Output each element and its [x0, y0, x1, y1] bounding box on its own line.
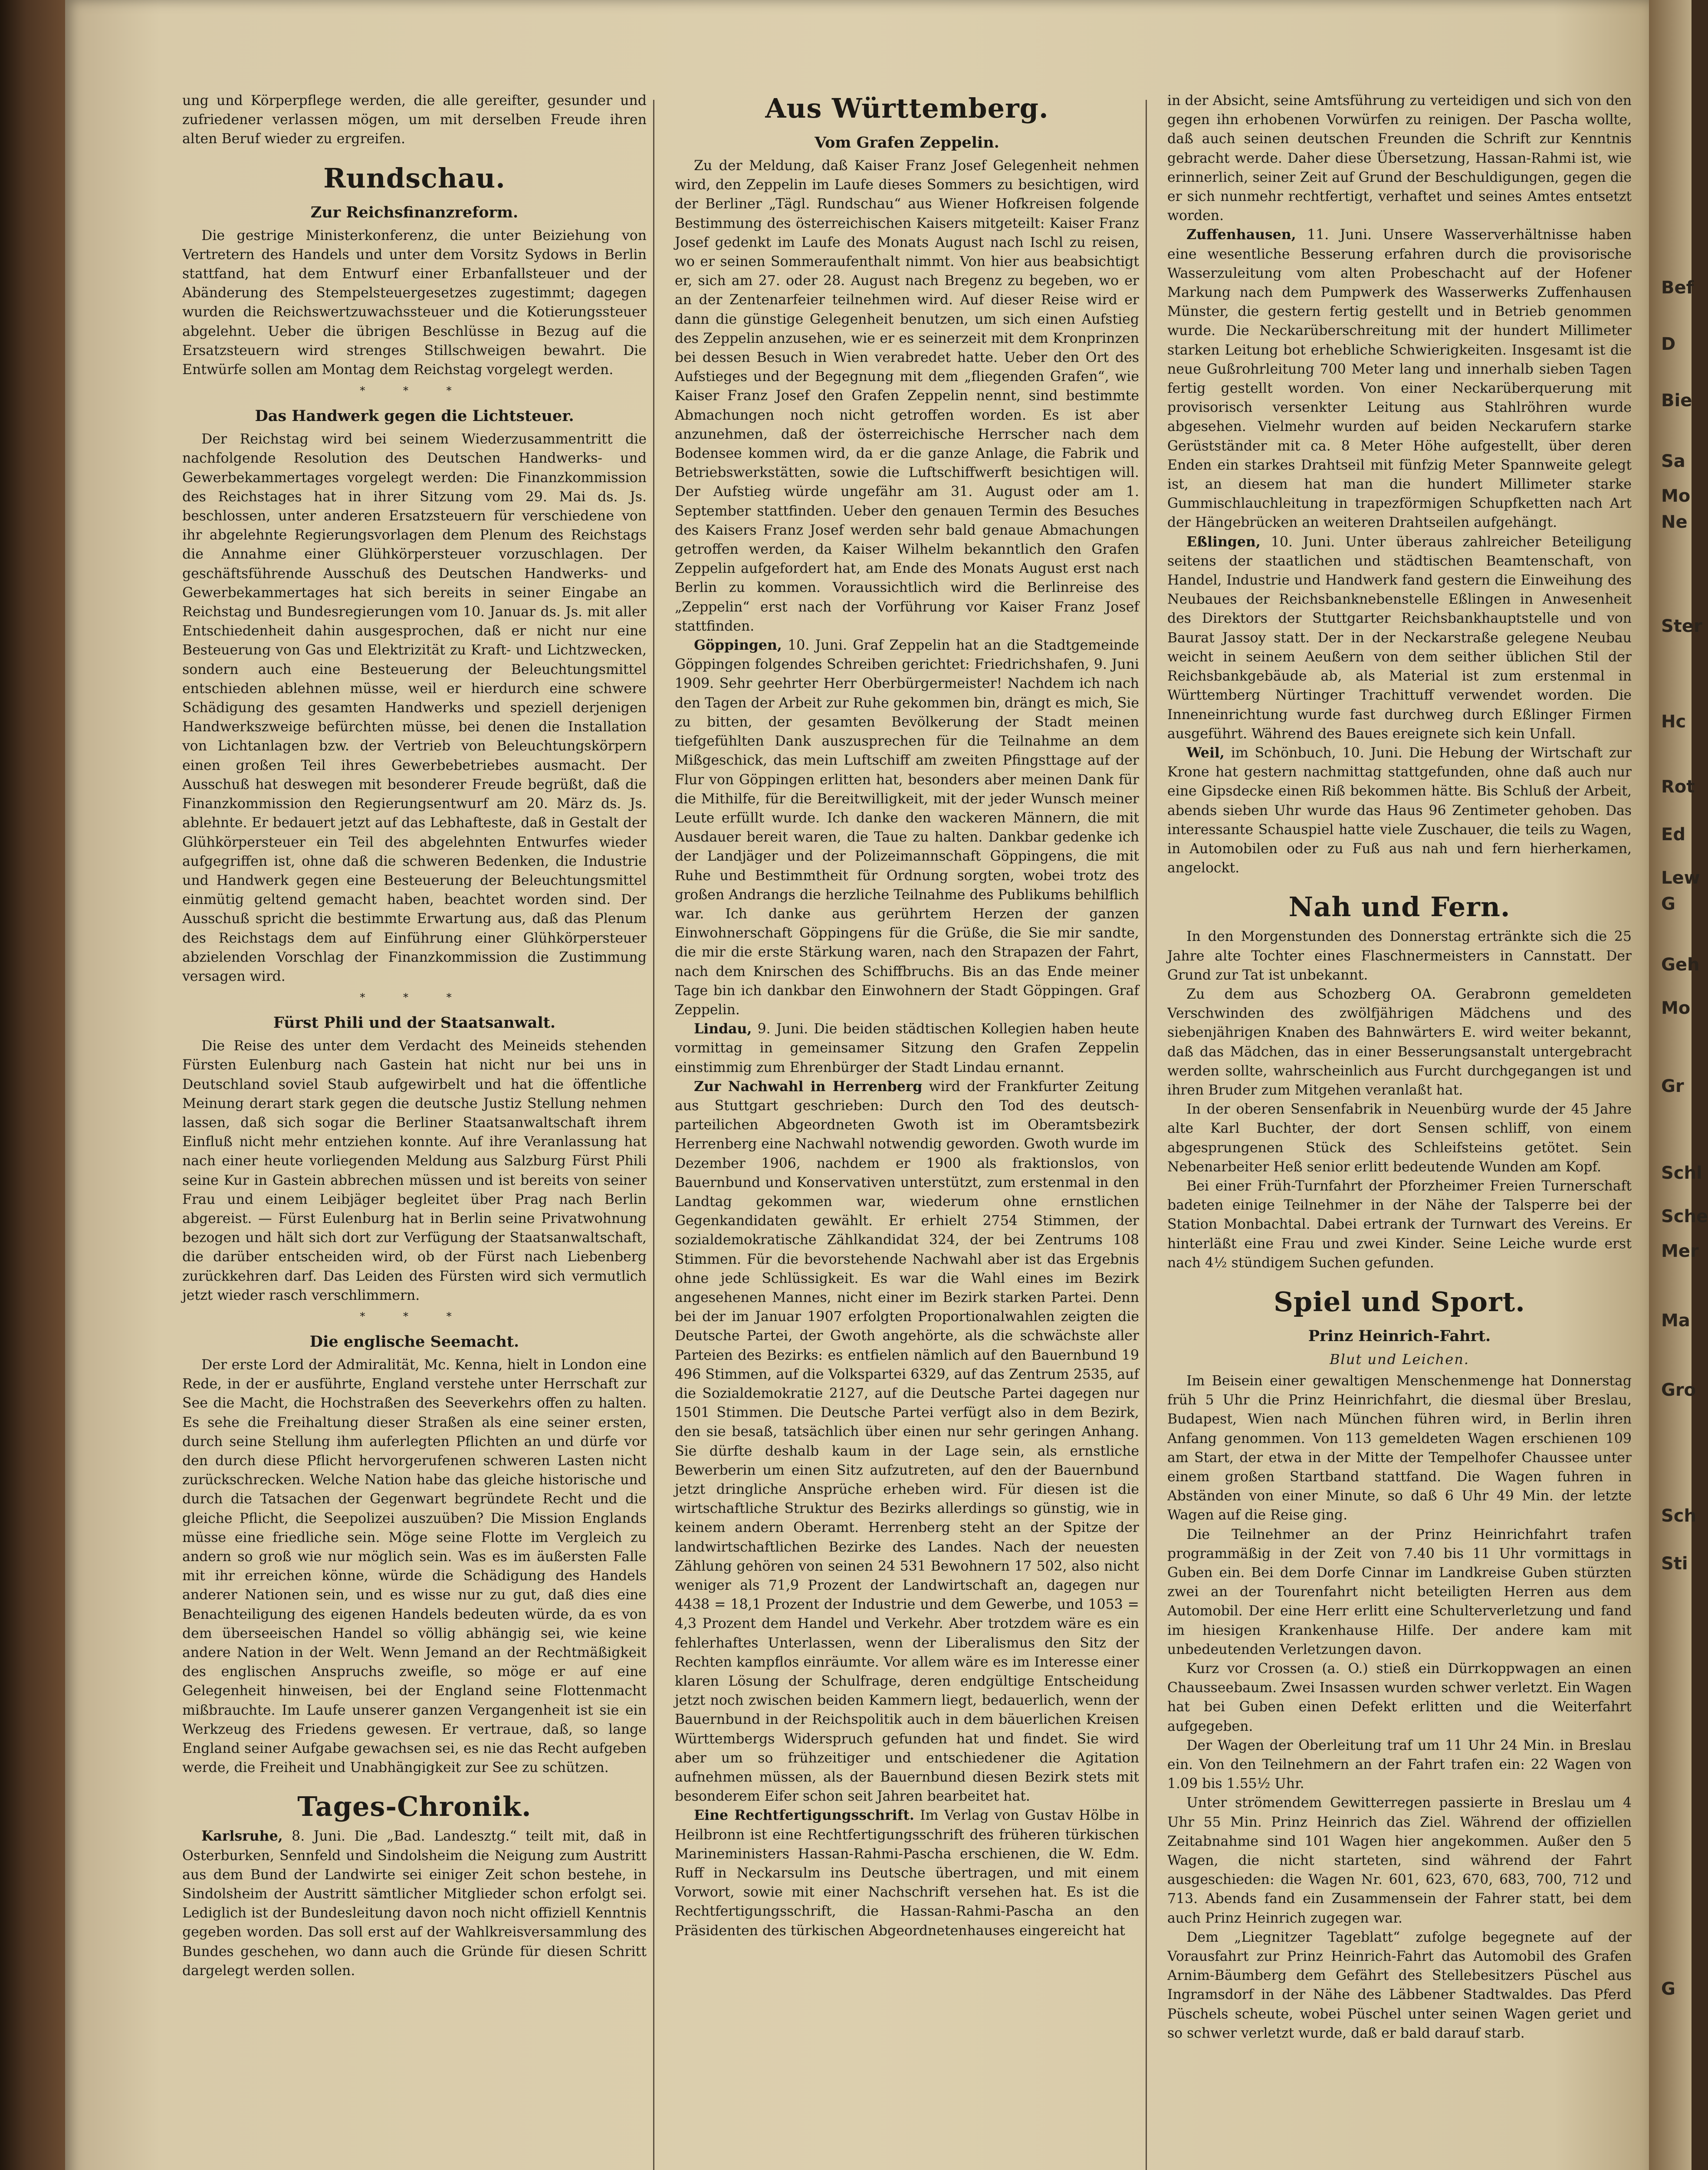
article-body-zeppelin: Zu der Meldung, daß Kaiser Franz Josef Gelegenheit nehmen wird, den Zeppelin im Laufe dieses Sommers zu besichtigen, wird der Berliner „Tägl. Rundschau“ aus Wiener Hofkreisen folgende Bestimmung des österreichischen Kaisers mitgeteilt: Kaiser Franz Josef gedenkt im Laufe des Monats August nach Ischl zu reisen, wo er seinen Sommeraufenthalt nimmt. Von hier aus beabsichtigt er, sich am 27. oder 28. August nach Bregenz zu begeben, wo er an der Zentenarfeier teilnehmen wird. Auf dieser Reise wird er dann die günstige Gelegenheit benutzen, um sich einen Aufstieg des Zeppelin anzusehen, wie er es seinerzeit mit dem Kronprinzen bei dessen Besuch in Wien verabredet hatte. Ueber den Ort des Aufstieges und der Begegnung mit dem „fliegenden Grafen“, wie Kaiser Franz Josef den Grafen Zeppelin nennt, sind bestimmte Abmachungen noch nicht getroffen worden. Es ist aber anzunehmen, daß der österreichische Herrscher nach dem Bodensee kommen wird, da er die ganze Anlage, die Fabrik und Betriebswerkstätten, sowie die Luftschiffwerft besichtigen will. Der Aufstieg würde ungefähr am 31. August oder am 1. September stattfinden. Ueber den genauen Termin des Besuches des Kaisers Franz Josef werden sehr bald genaue Abmachungen getroffen werden, da Kaiser Wilhelm bekanntlich den Grafen Zeppelin aufgefordert hat, am Ende des Monats August erst nach Berlin zu kommen. Voraussichtlich wird die Berlinreise des „Zeppelin“ erst nach der Vorführung vor Kaiser Franz Josef stattfinden.	[675, 158, 1139, 634]
article-title-zeppelin: Vom Grafen Zeppelin.	[815, 134, 999, 151]
article-text: 10. Juni. Graf Zeppelin hat an die Stadtgemeinde Göppingen folgendes Schreiben gerichtet: Friedrichshafen, 9. Juni 1909. Sehr geehrter Herr Oberbürgermeister! Nachdem ich nach den Tagen der Arbeit zur Ruhe gekommen bin, drängt es mich, Sie zu bitten, der gesamten Bevölkerung der Stadt meinen tiefgefühlten Dank auszusprechen für die Teilnahme an dem Mißgeschick, das mein Luftschiff am zweiten Pfingsttage auf der Flur von Göppingen erlitten hat, besonders aber meinen Dank für die Mithilfe, für die Bereitwilligkeit, mit der jeder Wunsch meiner Leute erfüllt wurde. Ich danke den wackeren Männern, die mit Ausdauer bereit waren, die Taue zu halten. Dankbar gedenke ich der Landjäger und der Polizeimannschaft Göppingens, die mit Ruhe und Bestimmtheit für Ordnung sorgten, wobei trotz des großen Andrangs die herzliche Teilnahme des Publikums behilflich war. Ich danke aus gerührtem Herzen der ganzen Einwohnerschaft Göppingens für die Grüße, die Sie mir sandte, die mir die erste Stärkung waren, nach den Strapazen der Fahrt, nach dem Knirschen des Schiffbruchs. Bis an das Ende meiner Tage bin ich dankbar den Einwohnern der Stadt Göppingen. Graf Zeppelin.	[675, 638, 1139, 1018]
article-text: wird der Frankfurter Zeitung aus Stuttgart geschrieben: Durch den Tod des deutsch-parteilichen Abgeordneten Gwoth ist im Oberamtsbezirk Herrenberg eine Nachwahl notwendig geworden. Gwoth wurde im Dezember 1906, nachdem er 1900 als fraktionslos, von Bauernbund und Konservativen unterstützt, zum erstenmal in den Landtag gekommen war, wiederum ohne ernstlichen Gegenkandidaten gewählt. Er erhielt 2754 Stimmen, der sozialdemokratische Zählkandidat 324, der bei Zentrums 108 Stimmen. Für die bevorstehende Nachwahl aber ist das Ergebnis ohne jede Schlüssigkeit. Es war die Wahl eines im Bezirk angesehenen Mannes, nicht einer im Bezirk starken Partei. Denn bei der im Januar 1907 erfolgten Proportionalwahlen zeigten die Deutsche Partei, der Gwoth angehörte, als die schwächste aller Parteien des Bezirks: es entfielen nämlich auf den Bauernbund 19 496 Stimmen, auf die Volkspartei 6329, auf das Zentrum 2535, auf die Sozialdemokratie 2127, auf die Deutsche Partei dagegen nur 1501 Stimmen. Die Deutsche Partei verfügt also in dem Bezirk, den sie besaß, tatsächlich über einen nur sehr geringen Anhang. Sie dürfte deshalb kaum in der Lage sein, als ernstliche Bewerberin um einen Sitz aufzutreten, auf den der Bauernbund jetzt dringliche Ansprüche erheben wird. Für diesen ist die wirtschaftliche Struktur des Bezirks allerdings so günstig, wie in keinem andern Oberamt. Herrenberg steht an der Spitze der landwirtschaftlichen Bezirke des Landes. Nach der neuesten Zählung gehören von seinen 24 531 Bewohnern 17 502, also nicht weniger als 71,9 Prozent der Landwirtschaft an, dagegen nur 4438 = 18,1 Prozent der Industrie und dem Gewerbe, und 1053 = 4,3 Prozent dem Handel und Verkehr. Aber trotzdem wäre es ein fehlerhaftes Unterlassen, wenn der Liberalismus den Sitz der Rechten kampflos einräumte. Vor allem wäre es im Interesse einer klaren Lösung der Schulfrage, deren endgültige Entscheidung jetzt noch zwischen beiden Kammern liegt, bedauerlich, wenn der Bauernbund in der Reichspolitik auch in dem bäuerlichen Kreisen Württembergs Widerspruch gefunden hat und findet. Sie wird aber um so frühzeitiger und entschiedener die Agitation aufnehmen müssen, als der Bauernbund diesen Bezirk stets mit besonderem Eifer schon seit Jahren bearbeitet hat.	[675, 1078, 1139, 1805]
edge-fragment: Sa	[1661, 451, 1685, 471]
edge-fragment: Sti	[1661, 1554, 1688, 1574]
column-left	[182, 91, 647, 2170]
edge-fragment: Ne	[1661, 512, 1688, 532]
column-middle	[675, 91, 1139, 2170]
article-esslingen	[1167, 533, 1632, 743]
edge-fragment: G	[1661, 894, 1675, 914]
article-subtitle-blut-und-leichen: Blut und Leichen.	[1330, 1351, 1469, 1368]
article-title-fuerst-phili: Fürst Phili und der Staatsanwalt.	[273, 1014, 556, 1032]
edge-fragment: Hc	[1661, 712, 1686, 732]
dateline: Zur Nachwahl in Herrenberg	[694, 1078, 923, 1095]
article-body-fuerst-phili: Die Reise des unter dem Verdacht des Meineids stehenden Fürsten Eulenburg nach Gastein hat nicht nur bei uns in Deutschland soviel Staub aufgewirbelt und hat die öffentliche Meinung derart stark gegen die deutsche Justiz Stellung nehmen lassen, daß sich sogar die Berliner Staatsanwaltschaft ihrem Einfluß nicht mehr entziehen konnte. Auf ihre Veranlassung hat nach einer heute vorliegenden Meldung aus Salzburg Fürst Phili seine Kur in Gastein abbrechen müssen und ist bereits von seiner Frau und einem Leibjäger begleitet über Prag nach Berlin abgereist. — Fürst Eulenburg hat in Berlin seine Privatwohnung bezogen und hält sich dort zur Verfügung der Staatsanwaltschaft, die darüber entscheiden wird, ob der Fürst nach Liebenberg zurückkehren darf. Das Leiden des Fürsten wird sich vermutlich jetzt wieder rasch verschlimmern.	[182, 1038, 647, 1303]
dateline: Eine Rechtfertigungsschrift.	[694, 1807, 914, 1824]
dateline: Eßlingen,	[1186, 533, 1261, 550]
column-right	[1167, 91, 1632, 2170]
edge-fragment: G	[1661, 1979, 1675, 1999]
dateline: Karlsruhe,	[201, 1828, 283, 1844]
dateline: Lindau,	[694, 1021, 752, 1037]
edge-fragment: Sche	[1661, 1207, 1708, 1226]
separator-stars: * * *	[360, 991, 469, 1004]
edge-fragment: Sch	[1661, 1506, 1696, 1526]
article-lindau	[675, 1019, 1139, 1077]
article-body-reichsfinanzreform: Die gestrige Ministerkonferenz, die unter Beiziehung von Vertretern des Handels und unter dem Vorsitz Sydows in Berlin stattfand, hat dem Entwurf einer Erbanfallsteuer und der Abänderung des Stempelsteuergesetzes zugestimmt; dagegen wurden die Reichswertzuwachssteuer und die Kotierungssteuer abgelehnt. Ueber die übrigen Beschlüsse in Bezug auf die Ersatzsteuern wird strenges Stillschweigen bewahrt. Die Entwürfe sollen am Montag dem Reichstag vorgelegt werden.	[182, 227, 647, 378]
edge-fragment: Lew	[1661, 868, 1700, 888]
news-item: Zu dem aus Schozberg OA. Gerabronn gemeldeten Verschwinden des zwölfjährigen Mädchens und des siebenjährigen Knaben des Bahnwärters E. wird weiter bekannt, daß das Mädchen, das in einer Besserungsanstalt untergebracht werden sollte, wahrscheinlich aus Furcht durchgegangen ist und ihren Bruder zum Mitgehen veranlaßt hat.	[1167, 986, 1632, 1098]
separator-stars: * * *	[360, 385, 469, 397]
article-weil	[1167, 743, 1632, 878]
section-heading-wuerttemberg: Aus Württemberg.	[765, 92, 1049, 124]
sport-paragraph: Kurz vor Crossen (a. O.) stieß ein Dürrkoppwagen an einen Chausseebaum. Zwei Insassen wurden schwer verletzt. Ein Wagen hat bei Guben einen Defekt erlitten und die Weiterfahrt aufgegeben.	[1167, 1661, 1632, 1734]
intro-paragraph: ung und Körperpflege werden, die alle gereifter, gesunder und zufriedener verlassen mögen, um mit derselben Freude ihren alten Beruf wieder zu ergreifen.	[182, 93, 647, 147]
article-title-prinz-heinrich-fahrt: Prinz Heinrich-Fahrt.	[1308, 1327, 1491, 1345]
article-text: im Schönbuch, 10. Juni. Die Hebung der Wirtschaft zur Krone hat gestern nachmittag stattgefunden, ohne daß auch nur eine Gipsdecke einen Riß bekommen hätte. Bis Schluß der Arbeit, abends sieben Uhr wurde das Haus 96 Zentimeter gehoben. Das interessante Schauspiel hatte viele Zuschauer, die teils zu Wagen, in Automobilen oder zu Fuß aus nah und fern hierherkamen, angelockt.	[1167, 745, 1632, 876]
edge-fragment: Gro	[1661, 1380, 1696, 1400]
article-text: 9. Juni. Die beiden städtischen Kollegien haben heute vormittag in gemeinsamer Sitzung den Grafen Zeppelin einstimmig zum Ehrenbürger der Stadt Lindau ernannt.	[675, 1021, 1139, 1075]
dateline: Weil,	[1186, 744, 1225, 761]
article-text: 10. Juni. Unter überaus zahlreicher Beteiligung seitens der staatlichen und städtischen Beamtenschaft, von Handel, Industrie und Handwerk fand gestern die Einweihung des Neubaues der Reichsbanknebenstelle Eßlingen in Anwesenheit des Direktors der Stuttgarter Reichsbankhauptstelle und von Baurat Jassoy statt. Der in der Neckarstraße gelegene Neubau weicht in seinem Aeußern von dem seither üblichen Stil der Reichsbankgebäude ab, als Material ist zum erstenmal in Württemberg Nürtinger Trachittuff verwendet worden. Die Inneneinrichtung wurde fast durchweg durch Eßlinger Firmen ausgeführt. Während des Baues ereignete sich kein Unfall.	[1167, 534, 1632, 742]
article-nachwahl	[675, 1077, 1139, 1806]
column-rule-2	[1146, 100, 1147, 2170]
edge-fragment: Gr	[1661, 1076, 1684, 1096]
article-title-seemacht: Die englische Seemacht.	[309, 1332, 519, 1351]
edge-fragment: Bie	[1661, 391, 1692, 411]
edge-fragment: Mo	[1661, 486, 1691, 506]
article-body-seemacht: Der erste Lord der Admiralität, Mc. Kenna, hielt in London eine Rede, in der er ausführte, England verstehe unter Herrschaft zur See die Macht, die Hochstraßen des Seeverkehrs offen zu halten. Es sehe die Freihaltung dieser Straßen als eine seiner ersten, durch seine Stellung ihm auferlegten Pflichten an und dürfe vor den durch diese Pflicht hervorgerufenen schweren Lasten nicht zurückschrecken. Welche Nation habe das gleiche historische und durch die Tatsachen der Gegenwart begründete Recht und die gleiche Pflicht, die Seepolizei auszuüben? Die Mission Englands müsse eine friedliche sein. Möge seine Flotte im Vergleich zu andern so groß wie nur möglich sein. Was es im äußersten Falle mit ihr erreichen könne, würde die Schädigung des Handels anderer Nationen sein, und es wisse nur zu gut, daß dies eine Benachteiligung des eigenen Handels bedeuten würde, da es von dem überseeischen Handel so völlig abhängig sei, wie keine andere Nation in der Welt. Wenn Jemand an der Rechtmäßigkeit des englischen Anspruchs zweifle, so möge er auf eine Gelegenheit hinweisen, bei der England seine Flottenmacht mißbrauchte. Im Laufe unserer ganzen Vergangenheit ist sie ein Werkzeug des Friedens gewesen. Er vertraue, daß, so lange England seiner Aufgabe gewachsen sei, es nie das Recht aufgeben werde, die Freiheit und Unabhängigkeit zur See zu schützen.	[182, 1357, 647, 1776]
article-karlsruhe	[182, 1827, 647, 1980]
article-rechtfertigungsschrift	[675, 1806, 1139, 1940]
article-continuation: in der Absicht, seine Amtsführung zu verteidigen und sich von den gegen ihn erhobenen Vorwürfen zu reinigen. Der Pascha wollte, daß auch seinen deutschen Freunden die Schrift zur Kenntnis gebracht werde. Daher diese Übersetzung, Hassan-Rahmi ist, wie erinnerlich, seiner Zeit auf Grund der Beschuldigungen, gegen die er sich nunmehr rechtfertigt, verhaftet und seines Amtes entsetzt worden.	[1167, 93, 1632, 224]
sport-paragraph: Unter strömendem Gewitterregen passierte in Breslau um 4 Uhr 55 Min. Prinz Heinrich das Ziel. Während der offiziellen Zeitabnahme sind 101 Wagen hier angekommen. Außer den 5 Wagen, die nicht starteten, sind während der Fahrt ausgeschieden: die Wagen Nr. 601, 623, 670, 683, 700, 712 und 713. Abends fand ein Zusammensein der Fahrer statt, bei dem auch Prinz Heinrich zugegen war.	[1167, 1795, 1632, 1926]
sport-paragraph: Der Wagen der Oberleitung traf um 11 Uhr 24 Min. in Breslau ein. Von den Teilnehmern an der Fahrt trafen ein: 22 Wagen von 1.09 bis 1.55½ Uhr.	[1167, 1737, 1632, 1792]
article-title-reichsfinanzreform: Zur Reichsfinanzreform.	[310, 203, 519, 221]
article-goeppingen	[675, 636, 1139, 1019]
edge-fragment: D	[1661, 334, 1676, 354]
edge-fragment: Mer	[1661, 1241, 1699, 1261]
sport-paragraph: Dem „Liegnitzer Tageblatt“ zufolge begegnete auf der Vorausfahrt zur Prinz Heinrich-Fahrt das Automobil des Grafen Arnim-Bäumberg dem Gefährt des Stellebesitzers Püschel aus Ingramsdorf in der Nähe des Läbbener Stadtwaldes. Das Pferd Püschels scheute, wobei Püschel unter seinen Wagen geriet und so schwer verletzt wurde, daß er bald darauf starb.	[1167, 1929, 1632, 2041]
article-text: 8. Juni. Die „Bad. Landesztg.“ teilt mit, daß in Osterburken, Sennfeld und Sindolsheim die Neigung zum Austritt aus dem Bund der Landwirte sei einiger Zeit schon bestehe, in Sindolsheim der Austritt sämtlicher Mitglieder schon erfolgt sei. Lediglich ist der Bundesleitung davon noch nicht offiziell Kenntnis gegeben worden. Das soll erst auf der Wahlkreisversammlung des Bundes geschehen, wo dann auch die Gründe für diesen Schritt dargelegt werden sollen.	[182, 1828, 647, 1979]
dateline: Göppingen,	[694, 637, 782, 654]
edge-fragment: Ster	[1661, 616, 1702, 636]
edge-fragment: Ma	[1661, 1311, 1690, 1331]
edge-fragment: Mo	[1661, 998, 1691, 1018]
edge-fragment: Bef	[1661, 278, 1694, 298]
edge-fragment: Ed	[1661, 825, 1685, 845]
news-item: Bei einer Früh-Turnfahrt der Pforzheimer Freien Turnerschaft badeten einige Teilnehmer in der Nähe der Talsperre bei der Station Monbachtal. Dabei ertrank der Turnwart des Vereins. Er hinterläßt eine Frau und zwei Kinder. Seine Leiche wurde erst nach 4½ stündigem Suchen gefunden.	[1167, 1178, 1632, 1271]
article-text: Im Verlag von Gustav Hölbe in Heilbronn ist eine Rechtfertigungsschrift des früheren türkischen Marineministers Hassan-Rahmi-Pascha erschienen, die W. Edm. Ruff in Neckarsulm ins Deutsche übertragen, und mit einem Vorwort, sowie mit einer Nachschrift versehen hat. Es ist die Rechtfertigungsschrift, die Hassan-Rahmi-Pascha an den Präsidenten des türkischen Abgeordnetenhauses eingereicht hat	[675, 1808, 1139, 1939]
edge-fragment: Schl	[1661, 1163, 1702, 1183]
section-heading-rundschau: Rundschau.	[323, 162, 506, 194]
separator-stars: * * *	[360, 1310, 469, 1322]
adjacent-page-edge	[1649, 0, 1708, 2170]
article-body-handwerk: Der Reichstag wird bei seinem Wiederzusammentritt die nachfolgende Resolution des Deutschen Handwerks- und Gewerbekammertages vorgelegt werden: Die Finanzkommission des Reichstages hat in ihrer Sitzung vom 29. Mai ds. Js. beschlossen, unter anderen Ersatzsteuern für verschiedene von ihr abgelehnte Regierungsvorlagen dem Plenum des Reichstags die Annahme einer Glühkörpersteuer vorzuschlagen. Der geschäftsführende Ausschuß des Deutschen Handwerks- und Gewerbekammertages hat sich bereits in seiner Eingabe an Reichstag und Bundesregierungen vom 10. Januar ds. Js. mit aller Entschiedenheit dahin ausgesprochen, daß er nicht nur eine Besteuerung von Gas und Elektrizität zu Kraft- und Lichtzwecken, sondern auch eine Besteuerung der Beleuchtungsmittel entschieden ablehnen müsse, weil er hierdurch eine schwere Schädigung des gesamten Handwerks und speziell derjenigen Handwerkszweige befürchten müsse, bei denen die Installation von Lichtanlagen bzw. der Vertrieb von Beleuchtungskörpern einen großen Teil ihres Gewerbebetriebes ausmacht. Der Ausschuß hat deswegen mit besonderer Freude begrüßt, daß die Finanzkommission den Regierungsentwurf am 20. März ds. Js. ablehnte. Er bedauert jetzt auf das Lebhafteste, daß in Gestalt der Glühkörpersteuer ein Teil des abgelehnten Entwurfes wieder aufgegriffen ist, ohne daß die schweren Bedenken, die Industrie und Handwerk gegen eine Besteuerung der Beleuchtungsmittel einmütig geltend gemacht haben, beachtet worden sind. Der Ausschuß spricht die bestimmte Erwartung aus, daß das Plenum des Reichstags dem auf Einführung einer Glühkörpersteuer abzielenden Vorschlag der Finanzkommission die Zustimmung versagen wird.	[182, 431, 647, 984]
section-heading-tages-chronik: Tages-Chronik.	[297, 1791, 532, 1823]
section-heading-spiel-und-sport: Spiel und Sport.	[1274, 1286, 1525, 1318]
article-title-handwerk: Das Handwerk gegen die Lichtsteuer.	[255, 407, 574, 425]
edge-fragment: Rot	[1661, 777, 1695, 797]
edge-fragment: Geh	[1661, 955, 1700, 975]
section-heading-nah-und-fern: Nah und Fern.	[1288, 891, 1511, 923]
article-text: 11. Juni. Unsere Wasserverhältnisse haben eine wesentliche Besserung erfahren durch die provisorische Wasserzuleitung vom alten Probeschacht auf der Hofener Markung nach dem Pumpwerk des Wasserwerks Zuffenhausen Münster, die gestern fertig gestellt und in Betrieb genommen wurde. Die Neckarüberschreitung mit der hundert Millimeter starken Leitung bot erhebliche Schwierigkeiten. Insgesamt ist die neue Gußrohrleitung 700 Meter lang und innerhalb sieben Tagen fertig gestellt worden. Von einer Neckarüberquerung mit provisorisch versenkter Leitung aus Stahlröhren wurde abgesehen. Vielmehr wurden auf beiden Neckarufern starke Gerüstständer mit ca. 8 Meter Höhe aufgestellt, über deren Enden ein starkes Drahtseil mit fünfzig Meter Spannweite gelegt ist, an diesem hat man die hundert Millimeter starke Gummischlauchleitung in trapezförmigen Schupfketten nach Art der Hängebrücken an weiteren Drahtseilen aufgehängt.	[1167, 227, 1632, 531]
sport-paragraph: Die Teilnehmer an der Prinz Heinrichfahrt trafen programmäßig in der Zeit von 7.40 bis 11 Uhr vormittags in Guben ein. Bei dem Dorfe Cinnar im Landkreise Guben stürzten zwei an der Tourenfahrt nicht beteiligten Herren aus dem Automobil. Der eine Herr erlitt eine Schulterverletzung und fand im hiesigen Krankenhause Hilfe. Der andere kam mit unbedeutenden Verletzungen davon.	[1167, 1526, 1632, 1657]
dateline: Zuffenhausen,	[1186, 227, 1296, 243]
article-zuffenhausen	[1167, 225, 1632, 532]
news-item: In den Morgenstunden des Donnerstag ertränkte sich die 25 Jahre alte Tochter eines Flaschnermeisters in Cannstatt. Der Grund zur Tat ist unbekannt.	[1167, 929, 1632, 983]
sport-paragraph: Im Beisein einer gewaltigen Menschenmenge hat Donnerstag früh 5 Uhr die Prinz Heinrichfahrt, die diesmal über Breslau, Budapest, Wien nach München führen wird, in Berlin ihren Anfang genommen. Von 113 gemeldeten Wagen erschienen 109 am Start, der etwa in der Mitte der Tempelhofer Chaussee unter einem großen Startband stattfand. Die Wagen fuhren in Abständen von einer Minute, so daß 6 Uhr 49 Min. der letzte Wagen auf die Reise ging.	[1167, 1373, 1632, 1523]
book-spine	[0, 0, 65, 2170]
column-rule-1	[653, 100, 654, 2170]
news-item: In der oberen Sensenfabrik in Neuenbürg wurde der 45 Jahre alte Karl Buchter, der dort Sensen schliff, von einem abgesprungenen Stück des Schleifsteins getötet. Sein Nebenarbeiter Heß senior erlitt bedeutende Wunden am Kopf.	[1167, 1101, 1632, 1175]
